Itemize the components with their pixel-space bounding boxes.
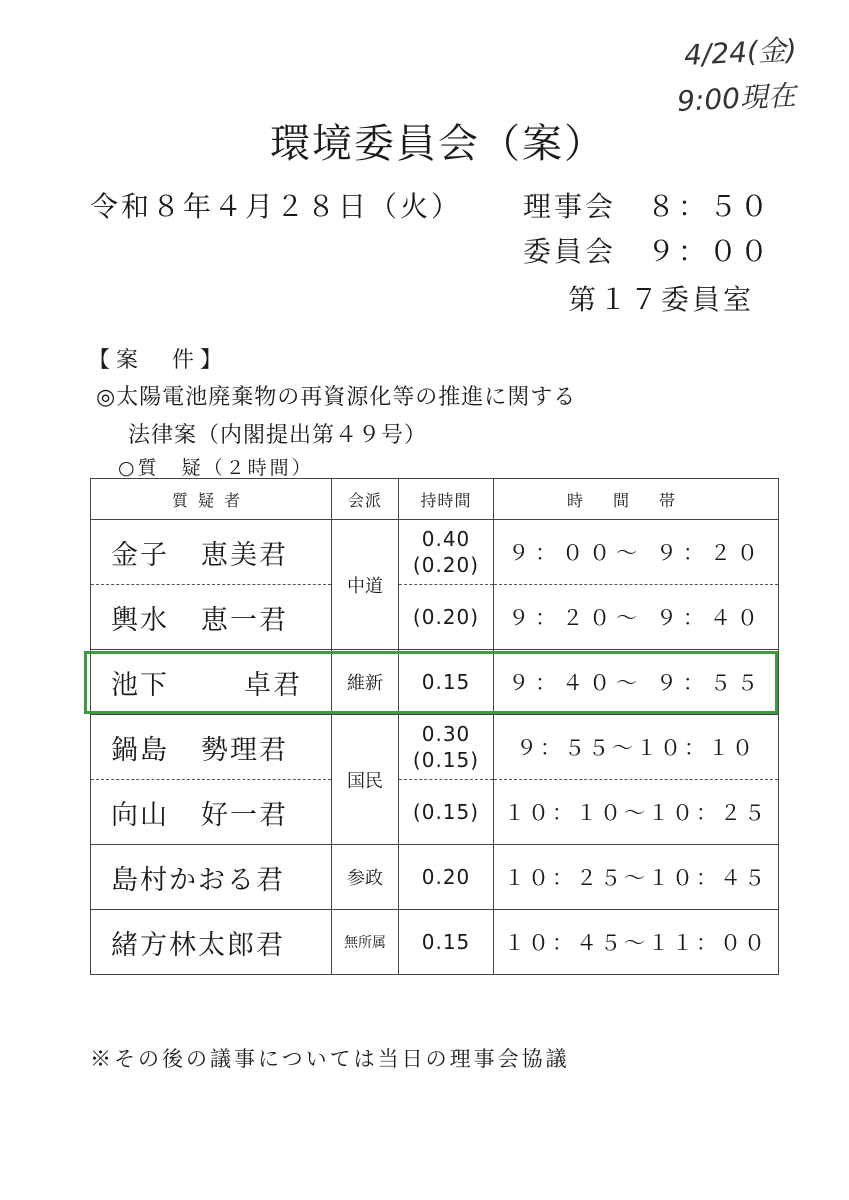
table-row [91, 780, 779, 845]
header-party: 会派 [332, 479, 399, 520]
table-row [91, 715, 779, 780]
hold-time-cell: 0.20 [399, 845, 494, 910]
questioning-duration: ○質 疑（２時間） [118, 457, 314, 479]
party-cell: 維新 [332, 650, 399, 715]
questioner-name: 緒方林太郎君 [91, 910, 332, 975]
party-cell: 無所属 [332, 910, 399, 975]
header-hold-time: 持時間 [399, 479, 494, 520]
agenda-item-line1: ◎太陽電池廃棄物の再資源化等の推進に関する [96, 385, 577, 410]
hold-time-cell: (0.20) [399, 585, 494, 650]
hold-time-cell: 0.40 (0.20) [399, 520, 494, 585]
questioner-name: 向山 好一君 [91, 780, 332, 845]
agenda-item-line2: 法律案（内閣提出第４９号） [128, 423, 428, 448]
table-row [91, 845, 779, 910]
questioner-name: 輿水 恵一君 [91, 585, 332, 650]
page-title: 環境委員会（案） [270, 121, 606, 167]
handwritten-date-note: 4/24(金) [683, 33, 798, 72]
time-slot-cell: ９：２０～ ９：４０ [494, 585, 779, 650]
meeting-date: 令和８年４月２８日（火） [90, 190, 463, 223]
questioner-schedule-table [90, 478, 779, 975]
agenda-heading: 【案 件】 [88, 348, 229, 373]
table-header-row [91, 479, 779, 520]
time-slot-cell: ９：４０～ ９：５５ [494, 650, 779, 715]
time-slot-cell: ９：５５～１０：１０ [494, 715, 779, 780]
party-cell: 中道 [332, 520, 399, 650]
table-row-highlighted [91, 650, 779, 715]
table-row [91, 910, 779, 975]
hold-time-cell: (0.15) [399, 780, 494, 845]
time-slot-cell: １０：４５～１１：００ [494, 910, 779, 975]
header-questioner: 質疑者 [91, 479, 332, 520]
questioner-name: 金子 恵美君 [91, 520, 332, 585]
table-row [91, 585, 779, 650]
time-slot-cell: １０：２５～１０：４５ [494, 845, 779, 910]
handwritten-time-note: 9:00現在 [676, 78, 797, 118]
party-cell: 参政 [332, 845, 399, 910]
header-time-slot: 時間帯 [494, 479, 779, 520]
questioner-name: 島村かおる君 [91, 845, 332, 910]
board-meeting-time: 理事会 ８：５０ [523, 190, 772, 223]
hold-time-cell: 0.15 [399, 910, 494, 975]
party-cell: 国民 [332, 715, 399, 845]
meeting-room: 第１７委員室 [568, 283, 755, 316]
table-row [91, 520, 779, 585]
questioner-name: 池下 卓君 [91, 650, 332, 715]
footnote: ※その後の議事については当日の理事会協議 [90, 1047, 570, 1071]
committee-meeting-time: 委員会 ９：００ [523, 235, 772, 268]
questioner-name: 鍋島 勢理君 [91, 715, 332, 780]
time-slot-cell: ９：００～ ９：２０ [494, 520, 779, 585]
hold-time-cell: 0.30 (0.15) [399, 715, 494, 780]
hold-time-cell: 0.15 [399, 650, 494, 715]
time-slot-cell: １０：１０～１０：２５ [494, 780, 779, 845]
